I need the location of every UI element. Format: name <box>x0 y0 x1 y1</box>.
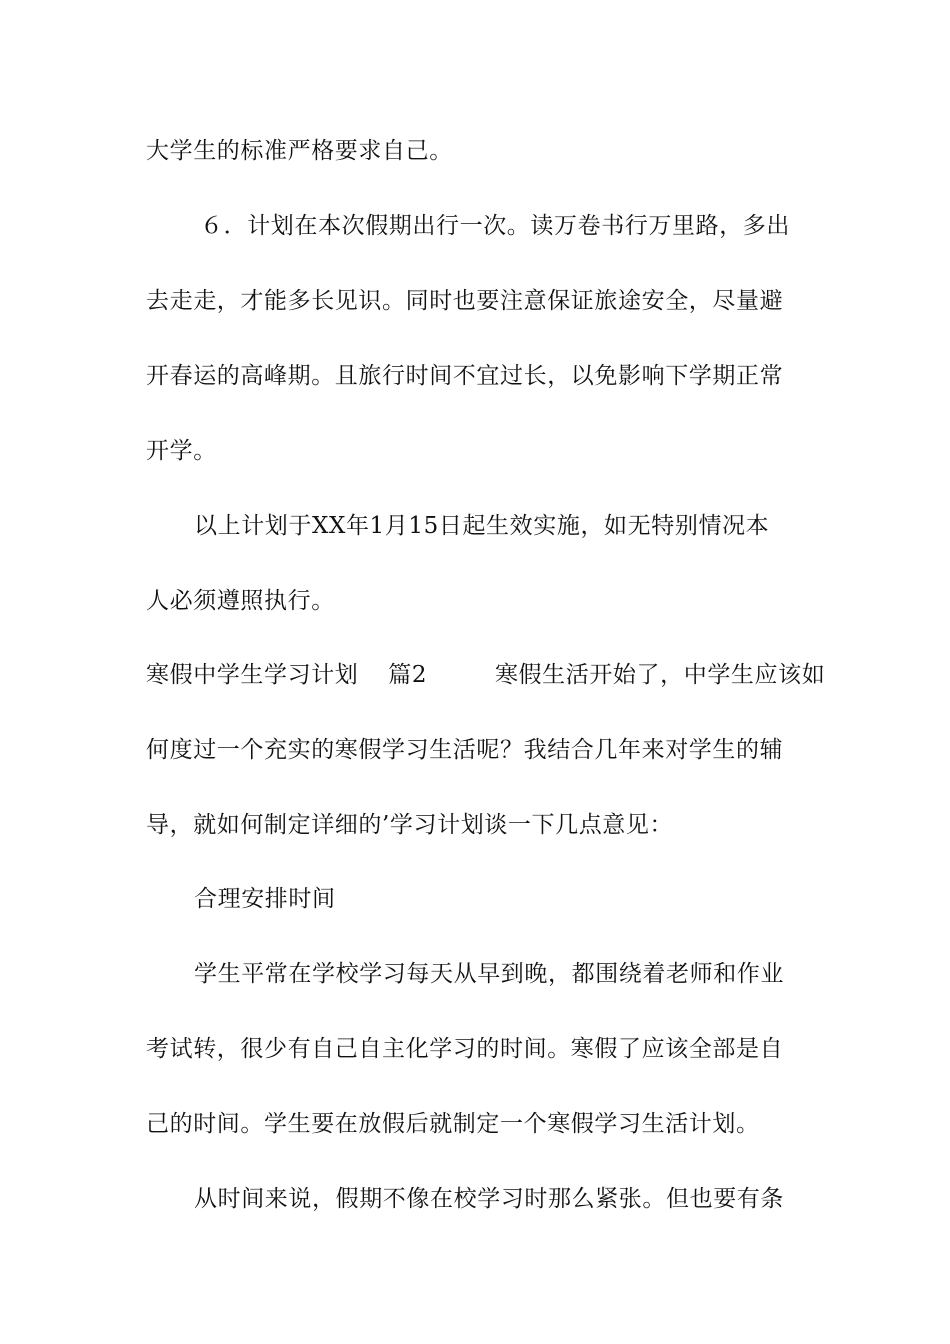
paragraph-line: 导，就如何制定详细的’学习计划谈一下几点意见： <box>146 812 674 838</box>
paragraph-line: 大学生的标准严格要求自己。 <box>146 138 453 164</box>
section-title: 寒假中学生学习计划 <box>146 662 359 688</box>
paragraph-line: 何度过一个充实的寒假学习生活呢？我结合几年来对学生的辅 <box>146 737 784 763</box>
paragraph-line: 去走走，才能多长见识。同时也要注意保证旅途安全，尽量避 <box>146 288 784 314</box>
section-part-label: 篇2 <box>388 662 428 688</box>
paragraph-line: 人必须遵照执行。 <box>146 588 335 614</box>
paragraph-line: 己的时间。学生要在放假后就制定一个寒假学习生活计划。 <box>146 1111 760 1137</box>
paragraph-line: 学生平常在学校学习每天从早到晚，都围绕着老师和作业 <box>194 961 784 987</box>
paragraph-line: 开学。 <box>146 438 217 464</box>
paragraph-line: 考试转，很少有自己自主化学习的时间。寒假了应该全部是自 <box>146 1036 784 1062</box>
paragraph-line: 从时间来说，假期不像在校学习时那么紧张。但也要有条 <box>194 1186 784 1212</box>
paragraph-line: 开春运的高峰期。且旅行时间不宜过长，以免影响下学期正常 <box>146 363 784 389</box>
paragraph-line: ６．计划在本次假期出行一次。读万卷书行万里路，多出 <box>200 213 790 239</box>
subheading: 合理安排时间 <box>194 886 336 912</box>
paragraph-line: 以上计划于XX年1月15日起生效实施，如无特别情况本 <box>194 513 770 539</box>
section-heading <box>146 660 825 690</box>
section-lead-text: 寒假生活开始了，中学生应该如 <box>494 662 826 688</box>
